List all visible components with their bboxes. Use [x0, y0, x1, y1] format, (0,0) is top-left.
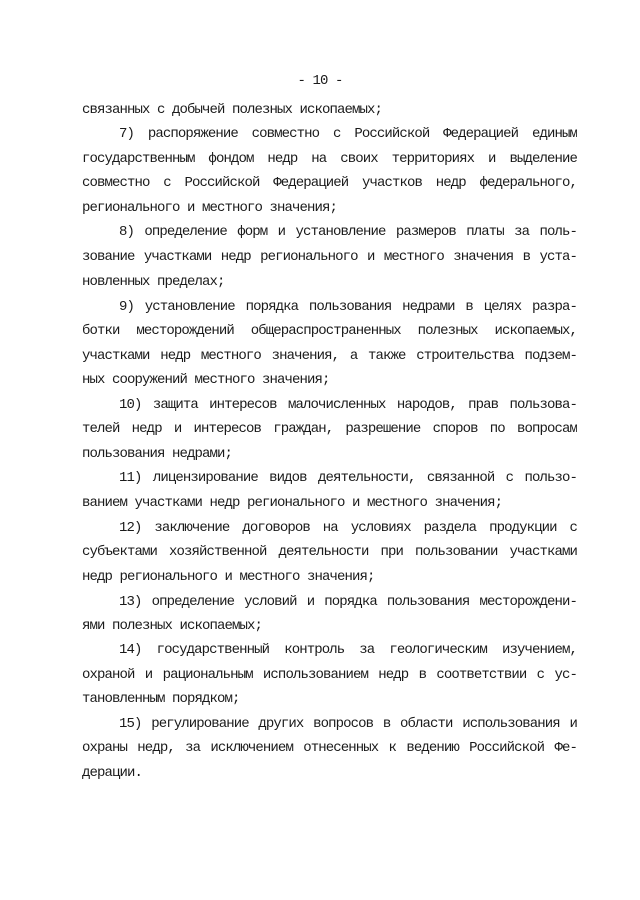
text-line: 7) распоряжение совместно с Российской Федерацией единым [119, 126, 577, 142]
text-line: пользования недрами; [82, 446, 233, 462]
text-line: недр регионального и местного значения; [82, 569, 375, 585]
text-line: связанных с добычей полезных ископаемых; [82, 102, 383, 118]
text-line: ванием участками недр регионального и местного значения; [82, 495, 503, 511]
text-line: государственным фондом недр на своих территориях и выделение [82, 151, 577, 167]
text-line: охраны недр, за исключением отнесенных к ведению Российской Фе- [82, 740, 577, 756]
text-line: 12) заключение договоров на условиях раздела продукции с [119, 520, 577, 536]
text-line: субъектами хозяйственной деятельности при пользовании участками [82, 544, 577, 560]
text-line: совместно с Российской Федерацией участков недр федерального, [82, 175, 577, 191]
text-line: ных сооружений местного значения; [82, 372, 330, 388]
text-line: 14) государственный контроль за геологическим изучением, [119, 642, 577, 658]
text-line: тановленным порядком; [82, 691, 240, 707]
text-line: регионального и местного значения; [82, 200, 338, 216]
text-line: 13) определение условий и порядка пользования месторождени- [119, 594, 577, 610]
text-line: ботки месторождений общераспространенных полезных ископаемых, [82, 323, 577, 339]
text-line: новленных пределах; [82, 274, 225, 290]
text-line: 15) регулирование других вопросов в области использования и [119, 716, 577, 732]
text-line: охраной и рациональным использованием недр в соответствии с ус- [82, 667, 577, 683]
text-line: телей недр и интересов граждан, разрешение споров по вопросам [82, 421, 577, 437]
text-line: участками недр местного значения, а также строительства подзем- [82, 348, 577, 364]
text-line: 8) определение форм и установление размеров платы за поль- [119, 224, 577, 240]
text-line: 9) установление порядка пользования недрами в целях разра- [119, 299, 577, 315]
page-number: - 10 - [297, 73, 343, 89]
text-line: ями полезных ископаемых; [82, 618, 263, 634]
text-line: дерации. [82, 765, 143, 781]
text-line: 11) лицензирование видов деятельности, связанной с пользо- [119, 470, 577, 486]
text-line: зование участками недр регионального и местного значения в уста- [82, 249, 577, 265]
text-line: 10) защита интересов малочисленных народов, прав пользова- [119, 397, 577, 413]
